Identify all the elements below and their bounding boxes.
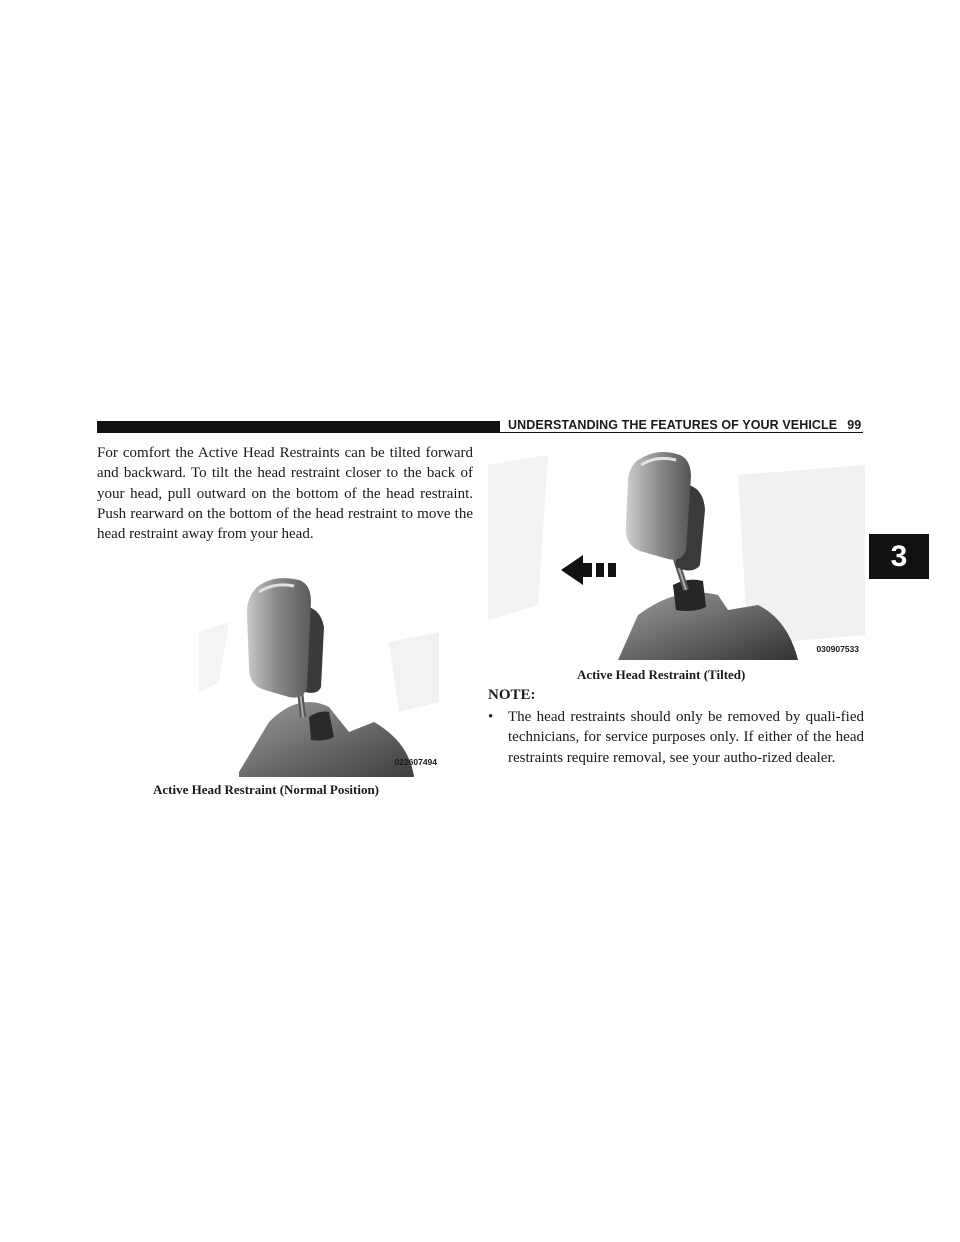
chapter-tab: 3 (869, 534, 929, 579)
list-item (488, 707, 864, 768)
bullet-icon: • (488, 709, 494, 725)
figure-head-restraint-normal (199, 572, 439, 777)
header-bar (97, 421, 500, 433)
body-paragraph: For comfort the Active Head Restraints can be tilted forward and backward. To tilt the head restraint closer to the back of your head, pull outward on the bottom of the head restraint. Push rearward on the bottom of the head restraint to move the head restraint away from your head. (97, 445, 473, 543)
page-number: 99 (847, 418, 862, 432)
figure-caption-tilted: Active Head Restraint (Tilted) (577, 667, 746, 682)
head-restraint-normal-illustration (199, 572, 439, 777)
figure-code: 030907533 (816, 644, 859, 654)
figure-code: 022607494 (394, 757, 437, 767)
figure-head-restraint-tilted (488, 445, 865, 660)
head-restraint-tilted-illustration (488, 445, 865, 660)
running-header (508, 418, 861, 432)
note-heading: NOTE: (488, 687, 536, 703)
figure-caption-normal: Active Head Restraint (Normal Position) (153, 782, 380, 797)
header-title: UNDERSTANDING THE FEATURES OF YOUR VEHICLE (508, 418, 838, 432)
header-rule (500, 432, 863, 433)
note-text: The head restraints should only be removed by quali-fied technicians, for service purposes only. If either of the head restraints require removal, see your autho-rized dealer. (508, 709, 864, 766)
